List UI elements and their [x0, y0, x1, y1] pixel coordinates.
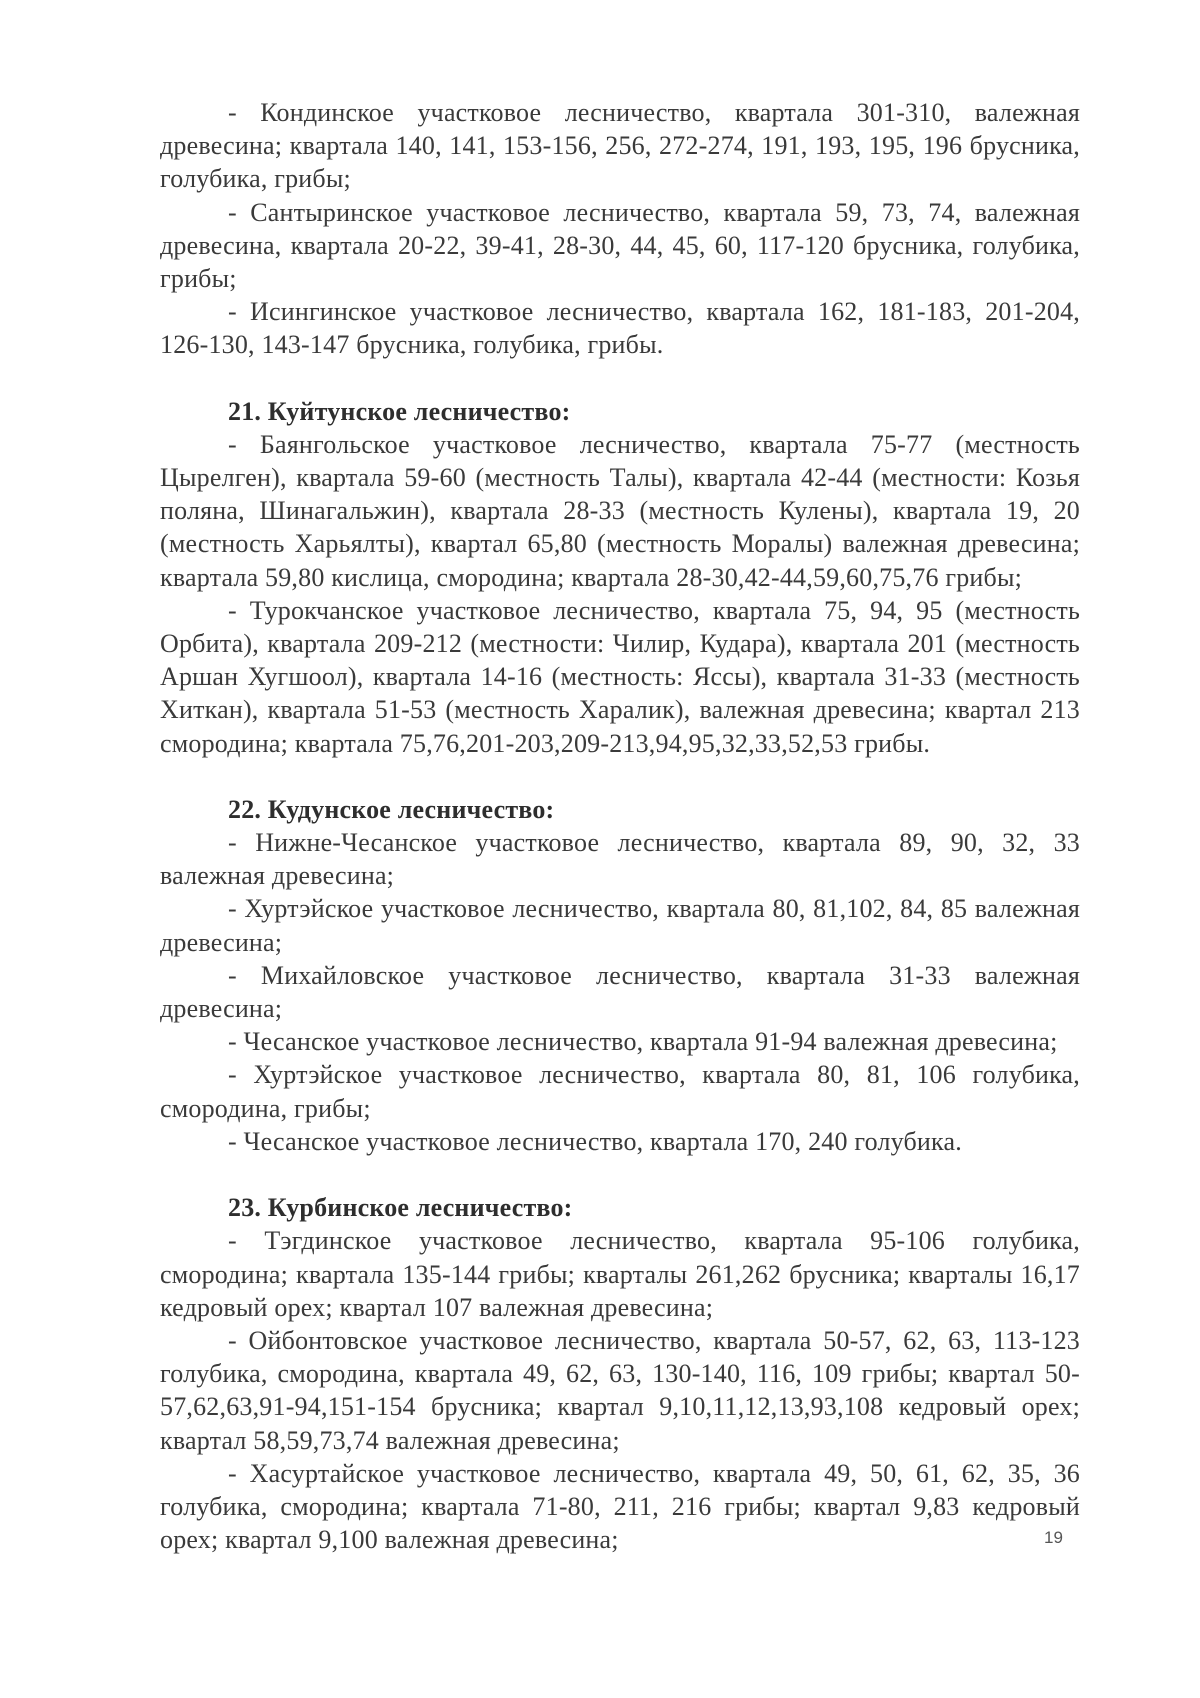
section-heading-22: 22. Кудунское лесничество: [228, 794, 555, 824]
paragraph-khurteyskoe-1: - Хуртэйское участковое лесничество, квартала 80, 81,102, 84, 85 валежная древесина; [160, 894, 1080, 957]
paragraph-isinginskoe: - Исингинское участковое лесничество, квартала 162, 181-183, 201-204, 126-130, 143-147 брусника, голубика, грибы. [160, 297, 1080, 360]
section-heading-23: 23. Курбинское лесничество: [228, 1193, 573, 1223]
paragraph-khurteyskoe-2: - Хуртэйское участковое лесничество, квартала 80, 81, 106 голубика, смородина, грибы; [160, 1060, 1080, 1123]
document-page [160, 96, 1080, 1556]
page-number: 19 [1044, 1528, 1063, 1547]
paragraph-mikhaylovskoe: - Михайловское участковое лесничество, квартала 31-33 валежная древесина; [160, 960, 1080, 1024]
paragraph-chesanskoe-1: - Чесанское участковое лесничество, квартала 91-94 валежная древесина; [228, 1027, 1058, 1057]
paragraph-tegdinskoe: - Тэгдинское участковое лесничество, квартала 95-106 голубика, смородина; квартала 135-144 грибы; кварталы 261,262 брусника; кварталы 16,17 кедровый орех; квартал 107 валежная древесина; [160, 1226, 1080, 1322]
paragraph-khasurtayskoe: - Хасуртайское участковое лесничество, квартала 49, 50, 61, 62, 35, 36 голубика, смородина; квартала 71-80, 211, 216 грибы; квартал 9,83 кедровый орех; квартал 9,100 валежная древесина; [160, 1458, 1080, 1555]
paragraph-oybontovskoe: - Ойбонтовское участковое лесничество, квартала 50-57, 62, 63, 113-123 голубика, смородина, квартала 49, 62, 63, 130-140, 116, 109 грибы; квартал 50-57,62,63,91-94,151-154 брусника; квартал 9,10,11,12,13,93,108 кедровый орех; квартал 58,59,73,74 валежная древесина; [160, 1325, 1080, 1455]
paragraph-turokchanskoe: - Турокчанское участковое лесничество, квартала 75, 94, 95 (местность Орбита), квартала 209-212 (местности: Чилир, Кудара), квартала 201 (местность Аршан Хугшоол), квартала 14-16 (местность: Яссы), квартала 31-33 (местность Хиткан), квартала 51-53 (местность Харалик), валежная древесина; квартал 213 смородина; квартала 75,76,201-203,209-213,94,95,32,33,52,53 грибы. [160, 595, 1080, 758]
paragraph-chesanskoe-2: - Чесанское участковое лесничество, квартала 170, 240 голубика. [228, 1126, 962, 1156]
paragraph-bayangolskoe: - Баянгольское участковое лесничество, квартала 75-77 (местность Цырелген), квартала 59-60 (местность Талы), квартала 42-44 (местности: Козья поляна, Шинагальжин), квартала 28-33 (местность Кулены), квартала 19, 20 (местность Харьялты), квартал 65,80 (местность Моралы) валежная древесина; квартала 59,80 кислица, смородина; квартала 28-30,42-44,59,60,75,76 грибы; [160, 429, 1080, 592]
section-heading-21: 21. Куйтунское лесничество: [228, 396, 571, 426]
paragraph-nizhne-chesanskoe: - Нижне-Чесанское участковое лесничество, квартала 89, 90, 32, 33 валежная древесина; [160, 828, 1080, 891]
paragraph-santyrinskoe: - Сантыринское участковое лесничество, квартала 59, 73, 74, валежная древесина, квартала 20-22, 39-41, 28-30, 44, 45, 60, 117-120 брусника, голубика, грибы; [160, 197, 1080, 294]
paragraph-kondinskoe: - Кондинское участковое лесничество, квартала 301-310, валежная древесина; квартала 140, 141, 153-156, 256, 272-274, 191, 193, 195, 196 брусника, голубика, грибы; [160, 98, 1080, 194]
